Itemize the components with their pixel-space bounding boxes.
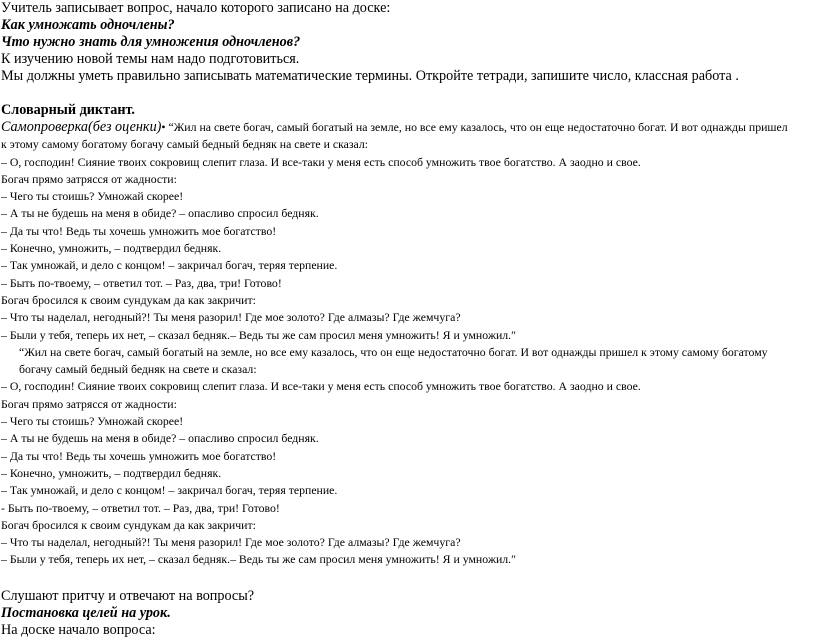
story-line: – Чего ты стоишь? Умножай скорее!: [1, 189, 184, 204]
story-repeat-line: “Жил на свете богач, самый богатый на земле, но все ему казалось, что он еще недостаточно богат. И вот однажды пришел к этому самому богатому: [19, 344, 768, 359]
story-repeat-line: – Да ты что! Ведь ты хочешь умножить мое богатство!: [1, 448, 277, 463]
story-repeat-line: Богач бросился к своим сундукам да как закричит:: [1, 517, 256, 532]
spacer: [1, 569, 816, 588]
story-line: – Конечно, умножить, – подтвердил бедняк.: [1, 241, 222, 256]
story-line: Богач прямо затрясся от жадности:: [1, 171, 177, 186]
self-check-label: Самопроверка(без оценки): [1, 119, 162, 135]
story-repeat-line: – Так умножай, и дело с концом! – закричал богач, теряя терпение.: [1, 483, 338, 498]
story-repeat-line: – Были у тебя, теперь их нет, – сказал бедняк.– Ведь ты же сам просил меня умножить! Я и умножил.″: [1, 552, 517, 567]
story-line: – Что ты наделал, негодный?! Ты меня разорил! Где мое золото? Где алмазы? Где жемчуга?: [1, 310, 461, 325]
story-repeat-line: богачу самый бедный бедняк на свете и сказал:: [19, 362, 257, 377]
board-question-2: Что нужно знать для умножения одночленов?: [1, 34, 301, 50]
story-line: – Так умножай, и дело с концом! – закричал богач, теряя терпение.: [1, 258, 338, 273]
story-repeat-line: – А ты не будешь на меня в обиде? – опасливо спросил бедняк.: [1, 431, 319, 446]
story-line: – Да ты что! Ведь ты хочешь умножить мое богатство!: [1, 223, 277, 238]
goal-heading: Постановка целей на урок.: [1, 604, 171, 621]
intro-line: К изучению новой темы нам надо подготовиться.: [1, 51, 300, 67]
story-repeat-line: Богач прямо затрясся от жадности:: [1, 396, 177, 411]
intro-line: Учитель записывает вопрос, начало которого записано на доске:: [1, 0, 391, 16]
board-question-1: Как умножать одночлены?: [1, 17, 175, 33]
story-repeat-line: – О, господин! Сияние твоих сокровищ слепит глаза. И все-таки у меня есть способ умножить твое богатство. А заодно и свое.: [1, 379, 641, 394]
spacer: [1, 85, 816, 102]
story-repeat-line: – Конечно, умножить, – подтвердил бедняк.: [1, 465, 222, 480]
outro-line: На доске начало вопроса:: [1, 621, 156, 638]
intro-line: Мы должны уметь правильно записывать математические термины. Откройте тетради, запишите число, классная работа .: [1, 68, 739, 84]
story-repeat-line: – Чего ты стоишь? Умножай скорее!: [1, 414, 184, 429]
bullet-icon: •: [161, 120, 166, 134]
outro-line: Слушают притчу и отвечают на вопросы?: [1, 587, 255, 604]
story-repeat-line: - Быть по-твоему, – ответил тот. – Раз, два, три! Готово!: [1, 500, 280, 515]
story-line: Богач бросился к своим сундукам да как закричит:: [1, 292, 256, 307]
story-repeat-line: – Что ты наделал, негодный?! Ты меня разорил! Где мое золото? Где алмазы? Где жемчуга?: [1, 535, 461, 550]
story-line: к этому самому богатому богачу самый бедный бедняк на свете и сказал:: [1, 137, 369, 152]
dictation-heading: Словарный диктант.: [1, 102, 135, 118]
story-line: – А ты не будешь на меня в обиде? – опасливо спросил бедняк.: [1, 206, 319, 221]
story-line: – Быть по-твоему, – ответил тот. – Раз, два, три! Готово!: [1, 275, 282, 290]
story-line: – О, господин! Сияние твоих сокровищ слепит глаза. И все-таки у меня есть способ умножить твое богатство. А заодно и свое.: [1, 154, 641, 169]
story-first-line: [1, 119, 816, 136]
story-line: “Жил на свете богач, самый богатый на земле, но все ему казалось, что он еще недостаточно богат. И вот однажды пришел: [165, 120, 788, 134]
story-line: – Были у тебя, теперь их нет, – сказал бедняк.– Ведь ты же сам просил меня умножить! Я и умножил.″: [1, 327, 517, 342]
